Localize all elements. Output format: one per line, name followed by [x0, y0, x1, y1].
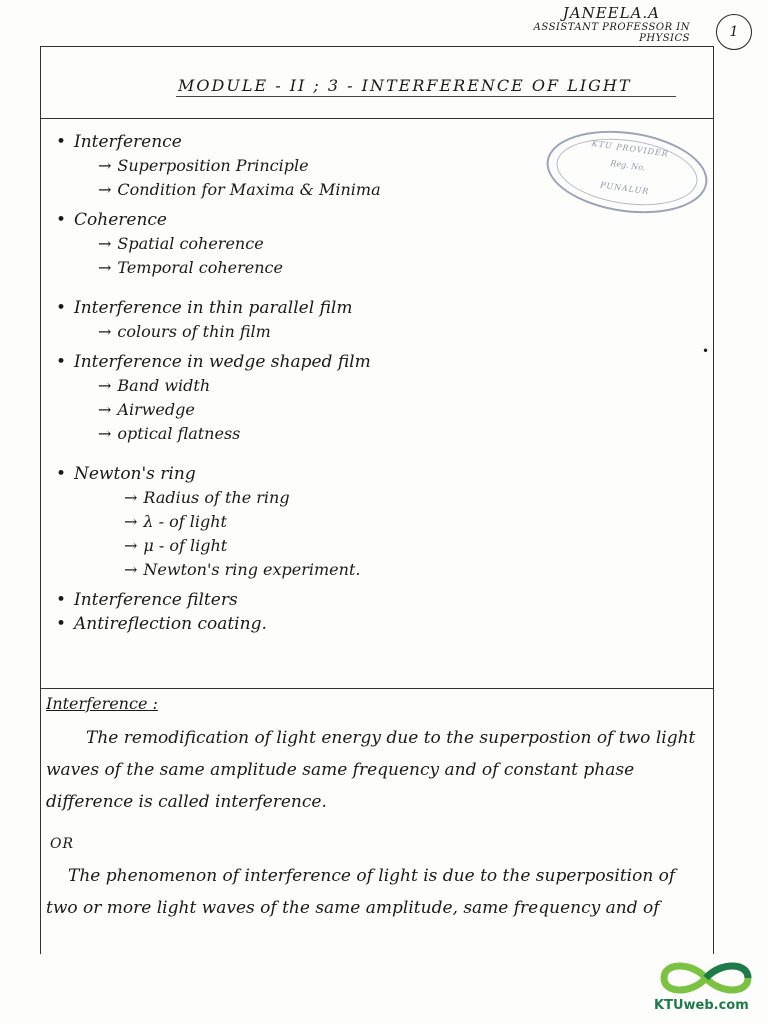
author-role: ASSISTANT PROFESSOR IN — [533, 22, 690, 33]
arrow-icon: → — [98, 376, 112, 395]
arrow-icon: → — [98, 424, 112, 443]
topic-interference: • Interference — [54, 130, 694, 154]
subtopic — [54, 558, 694, 582]
arrow-icon: → — [124, 512, 138, 531]
subtopic-label: λ - of light — [143, 512, 227, 531]
subtopic — [54, 534, 694, 558]
subtopic-label: Superposition Principle — [117, 156, 309, 175]
subtopic — [54, 178, 694, 202]
definition-paragraph: The remodification of light energy due to the superpostion of two light waves of the same amplitude same frequency and of constant phase difference is called interference. — [46, 728, 696, 812]
subtopic-label: Newton's ring experiment. — [143, 560, 361, 579]
arrow-icon: → — [98, 400, 112, 419]
section-heading: Interference : — [46, 694, 158, 713]
stamp-line-3: PUNALUR — [599, 180, 650, 197]
author-block — [490, 4, 690, 44]
topic-thin-film: • Interference in thin parallel film — [54, 296, 694, 320]
subtopic — [54, 232, 694, 256]
subtopic — [54, 510, 694, 534]
subtopic-label: Spatial coherence — [117, 234, 264, 253]
subtopic-label: colours of thin film — [117, 322, 271, 341]
site-logo — [652, 958, 760, 1020]
arrow-icon: → — [124, 536, 138, 555]
arrow-icon: → — [98, 258, 112, 277]
subtopic — [54, 320, 694, 344]
arrow-icon: → — [98, 180, 112, 199]
subtopic — [54, 374, 694, 398]
margin-dot: • — [702, 344, 710, 358]
module-title: MODULE - II ; 3 - INTERFERENCE OF LIGHT — [178, 76, 632, 95]
outline-rule — [40, 688, 713, 689]
page-number: 1 — [716, 14, 752, 50]
subtopic-label: Temporal coherence — [117, 258, 283, 277]
subtopic-label: Band width — [117, 376, 211, 395]
author-name: JANEELA.A — [562, 4, 660, 22]
arrow-icon: → — [98, 156, 112, 175]
stamp-line-1: KTU PROVIDER — [591, 138, 670, 159]
arrow-icon: → — [124, 560, 138, 579]
author-department: PHYSICS — [639, 33, 690, 44]
alternate-definition-paragraph: The phenomenon of interference of light is due to the superposition of two or more light waves of the same amplitude, same frequency and of — [46, 866, 676, 918]
topic-coherence: • Coherence — [54, 208, 694, 232]
subtopic-label: Condition for Maxima & Minima — [117, 180, 381, 199]
topic-interference-filters: • Interference filters — [54, 588, 694, 612]
logo-text: KTUweb.com — [654, 998, 749, 1013]
or-label: OR — [50, 836, 75, 852]
arrow-icon: → — [124, 488, 138, 507]
topic-antireflection-coating: • Antireflection coating. — [54, 612, 694, 636]
title-rule — [40, 118, 713, 119]
arrow-icon: → — [98, 234, 112, 253]
subtopic — [54, 154, 694, 178]
subtopic — [54, 422, 694, 446]
subtopic-label: Radius of the ring — [143, 488, 290, 507]
subtopic — [54, 398, 694, 422]
topic-wedge-film: • Interference in wedge shaped film — [54, 350, 694, 374]
subtopic-label: μ - of light — [143, 536, 228, 555]
stamp-line-2: Reg. No. — [609, 158, 646, 173]
topic-outline — [54, 130, 694, 636]
topic-newtons-ring: • Newton's ring — [54, 462, 694, 486]
arrow-icon: → — [98, 322, 112, 341]
top-rule — [40, 46, 713, 47]
subtopic — [54, 256, 694, 280]
subtopic-label: optical flatness — [117, 424, 241, 443]
title-underline — [176, 96, 676, 97]
subtopic-label: Airwedge — [117, 400, 195, 419]
infinity-logo-icon — [652, 958, 760, 998]
subtopic — [54, 486, 694, 510]
